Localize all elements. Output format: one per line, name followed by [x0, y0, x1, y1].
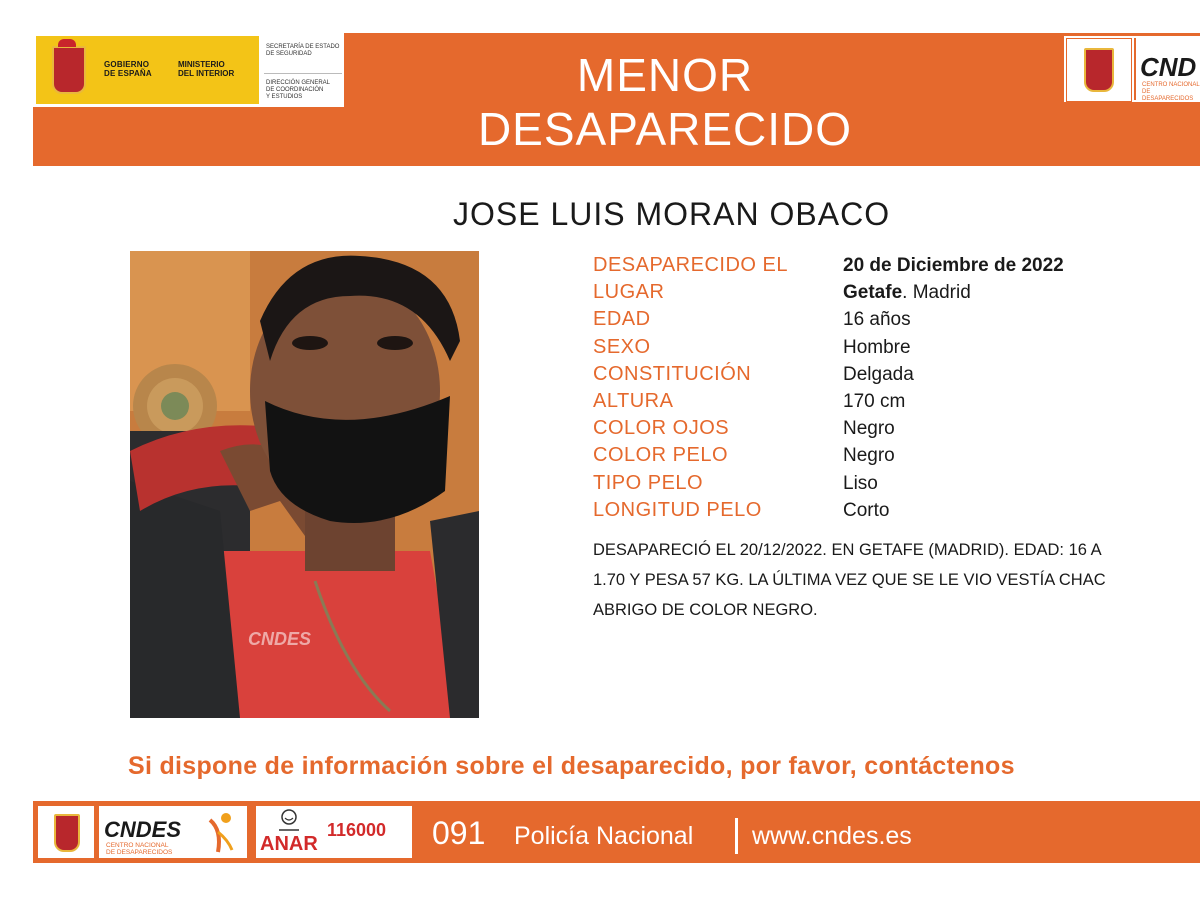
missing-person-name: JOSE LUIS MORAN OBACO [453, 196, 891, 232]
detail-label: DESAPARECIDO EL [593, 254, 788, 276]
government-name [104, 60, 152, 78]
dg-line2: DE COORDINACIÓN [266, 87, 324, 93]
detail-value: 16 años [843, 309, 911, 330]
cnde-logo-text: CND [1140, 52, 1197, 82]
detail-value: Negro [843, 445, 895, 466]
photo-watermark: CNDES [248, 629, 312, 649]
police-name: Policía Nacional [514, 822, 694, 850]
cndes-logo-text: CNDES [104, 817, 182, 842]
gov-line1: GOBIERNO [104, 60, 150, 69]
ministry-name [178, 60, 234, 78]
dg-line1: DIRECCIÓN GENERAL [266, 80, 331, 86]
title-line2: DESAPARECIDO [477, 103, 853, 155]
detail-label: LUGAR [593, 281, 665, 303]
coat-of-arms-icon [1084, 48, 1114, 92]
detail-label: LONGITUD PELO [593, 499, 762, 521]
title-line1: MENOR [576, 49, 754, 101]
cndes-sub2: DE DESAPARECIDOS [106, 849, 173, 856]
dg-line3: Y ESTUDIOS [266, 94, 303, 100]
detail-value: 170 cm [843, 391, 906, 412]
website-link[interactable]: www.cndes.es [752, 822, 912, 850]
directorate-name [266, 80, 344, 101]
footer-separator [735, 818, 738, 854]
ministry-line1: MINISTERIO [178, 60, 225, 69]
description-text [593, 535, 1200, 625]
detail-label: TIPO PELO [593, 472, 704, 494]
sec-line2: DE SEGURIDAD [266, 51, 312, 57]
description-line1: DESAPARECIÓ EL 20/12/2022. EN GETAFE (MADRID). EDAD: 16 A [593, 541, 1102, 559]
detail-value [843, 282, 971, 304]
secretariat-name [266, 44, 344, 58]
contact-callout: Si dispone de información sobre el desaparecido, por favor, contáctenos [128, 752, 1015, 780]
anar-label: ANAR [260, 833, 318, 855]
detail-label: EDAD [593, 308, 651, 330]
detail-value-rest: . Madrid [902, 282, 971, 303]
page-title [420, 48, 910, 156]
detail-label: ALTURA [593, 390, 674, 412]
cndes-sub1: CENTRO NACIONAL [106, 842, 169, 849]
cnde-sub2: DE DESAPARECIDOS [1142, 89, 1194, 102]
secretariat-divider [264, 73, 342, 74]
cnde-divider [1134, 38, 1136, 100]
cndes-subtitle [106, 842, 172, 856]
detail-label: COLOR OJOS [593, 417, 730, 439]
detail-value: Corto [843, 500, 890, 521]
anar-phone-number[interactable]: 116000 [327, 820, 387, 840]
coat-of-arms-icon [52, 46, 86, 94]
coat-of-arms-icon [54, 814, 80, 852]
missing-person-photo [130, 251, 479, 718]
cnde-sub1: CENTRO NACIONAL [1142, 82, 1200, 88]
detail-value: 20 de Diciembre de 2022 [843, 255, 1064, 276]
detail-value: Hombre [843, 337, 911, 358]
detail-value: Negro [843, 418, 895, 439]
police-phone-number[interactable]: 091 [432, 815, 486, 851]
anar-child-icon [276, 808, 302, 834]
ministry-line2: DEL INTERIOR [178, 69, 235, 78]
detail-label: SEXO [593, 336, 651, 358]
detail-label: CONSTITUCIÓN [593, 363, 752, 385]
crown-icon [58, 39, 76, 47]
detail-value: Delgada [843, 364, 914, 385]
description-line3: ABRIGO DE COLOR NEGRO. [593, 601, 818, 619]
detail-label: COLOR PELO [593, 444, 729, 466]
detail-value-bold: Getafe [843, 282, 903, 303]
detail-value: Liso [843, 473, 878, 494]
description-line2: 1.70 Y PESA 57 KG. LA ÚLTIMA VEZ QUE SE LE VIO VESTÍA CHAC [593, 571, 1106, 589]
runner-icon [198, 810, 238, 854]
gov-line2: DE ESPAÑA [104, 69, 152, 78]
cnde-logo-subtitle [1142, 82, 1200, 103]
sec-line1: SECRETARÍA DE ESTADO [266, 44, 340, 50]
